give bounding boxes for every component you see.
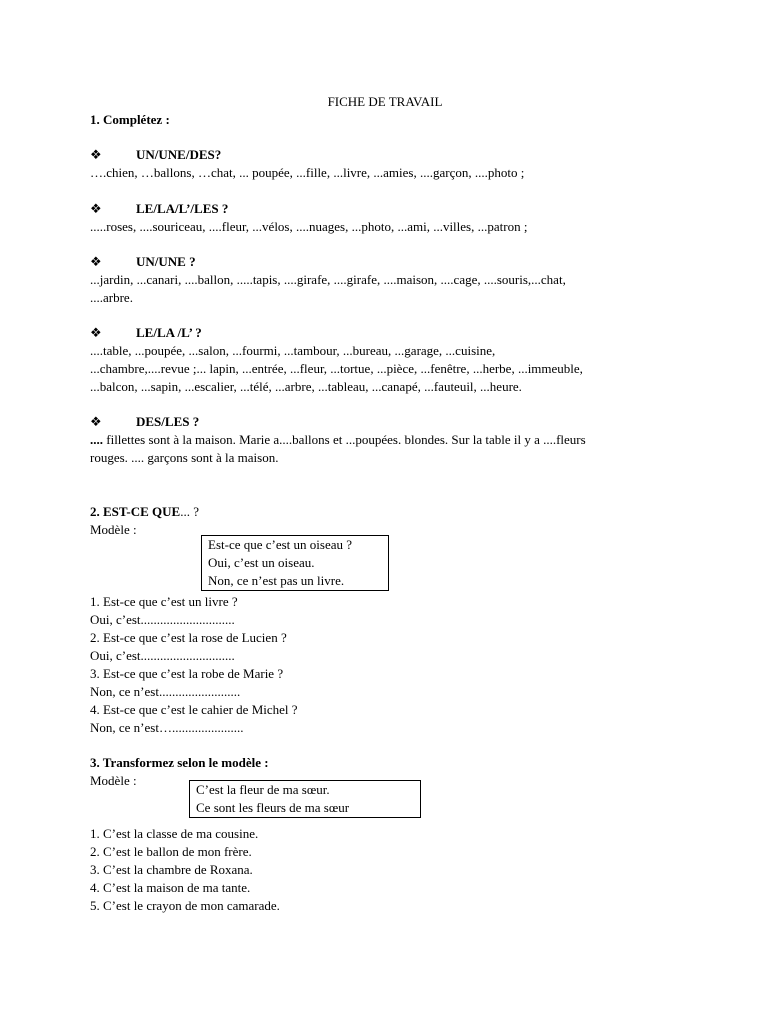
model-box [201, 535, 389, 591]
model-line: Oui, c’est un oiseau. [208, 555, 315, 570]
sentence-line: 2. C’est le ballon de mon frère. [90, 844, 252, 859]
exercise-line: ...chambre,....revue ;... lapin, ...entrée, ...fleur, ...tortue, ...pièce, ...fenêtre, ...herbe, ...immeuble, [90, 361, 583, 376]
subsection-5-heading: ❖ DES/LES ? [90, 414, 200, 429]
answer-line: Oui, c’est............................. [90, 612, 235, 627]
question-line: 2. Est-ce que c’est la rose de Lucien ? [90, 630, 287, 645]
exercise-line: ….chien, …ballons, …chat, ... poupée, ...fille, ...livre, ...amies, ....garçon, ....photo ; [90, 165, 525, 180]
sentence-line: 3. C’est la chambre de Roxana. [90, 862, 253, 877]
model-box [189, 780, 421, 818]
exercise-line: ....arbre. [90, 290, 133, 305]
exercise-line: ...balcon, ...sapin, ...escalier, ...télé, ...arbre, ...tableau, ...canapé, ...fauteuil, ...heure. [90, 379, 522, 394]
section-3-heading: 3. Transformez selon le modèle : [90, 755, 269, 770]
question-line: 4. Est-ce que c’est le cahier de Michel ? [90, 702, 298, 717]
model-label: Modèle : [90, 773, 137, 788]
exercise-line: .... fillettes sont à la maison. Marie a....ballons et ...poupées. blondes. Sur la table il y a ....fleurs [90, 432, 586, 447]
answer-line: Non, ce n’est......................... [90, 684, 241, 699]
diamond-bullet-icon: ❖ [90, 254, 102, 269]
exercise-line: rouges. .... garçons sont à la maison. [90, 450, 279, 465]
section-2-heading: 2. EST-CE QUE... ? [90, 504, 199, 519]
question-line: 3. Est-ce que c’est la robe de Marie ? [90, 666, 284, 681]
diamond-bullet-icon: ❖ [90, 325, 102, 340]
sentence-line: 5. C’est le crayon de mon camarade. [90, 898, 280, 913]
subsection-4-heading: ❖ LE/LA /L’ ? [90, 325, 202, 340]
answer-line: Oui, c’est............................. [90, 648, 235, 663]
model-line: Est-ce que c’est un oiseau ? [208, 537, 353, 552]
model-line: C’est la fleur de ma sœur. [196, 782, 330, 797]
model-label: Modèle : [90, 522, 137, 537]
sentence-line: 4. C’est la maison de ma tante. [90, 880, 251, 895]
subsection-3-heading: ❖ UN/UNE ? [90, 254, 196, 269]
diamond-bullet-icon: ❖ [90, 201, 102, 216]
diamond-bullet-icon: ❖ [90, 147, 102, 162]
exercise-line: ...jardin, ...canari, ....ballon, .....tapis, ....girafe, ....girafe, ....maison, ....cage, ....souris,...chat, [90, 272, 566, 287]
model-line: Non, ce n’est pas un livre. [208, 573, 345, 588]
sentence-line: 1. C’est la classe de ma cousine. [90, 826, 259, 841]
subsection-1-heading: ❖ UN/UNE/DES? [90, 147, 222, 162]
section-1-heading: 1. Complétez : [90, 112, 170, 127]
exercise-line: ....table, ...poupée, ...salon, ...fourmi, ...tambour, ...bureau, ...garage, ...cuisine, [90, 343, 496, 358]
page-title: FICHE DE TRAVAIL [327, 94, 443, 109]
subsection-2-heading: ❖ LE/LA/L’/LES ? [90, 201, 229, 216]
diamond-bullet-icon: ❖ [90, 414, 102, 429]
answer-line: Non, ce n’est…...................... [90, 720, 244, 735]
model-line: Ce sont les fleurs de ma sœur [196, 800, 350, 815]
exercise-line: .....roses, ....souriceau, ....fleur, ...vélos, ....nuages, ...photo, ...ami, ...villes, ...patron ; [90, 219, 528, 234]
question-line: 1. Est-ce que c’est un livre ? [90, 594, 238, 609]
